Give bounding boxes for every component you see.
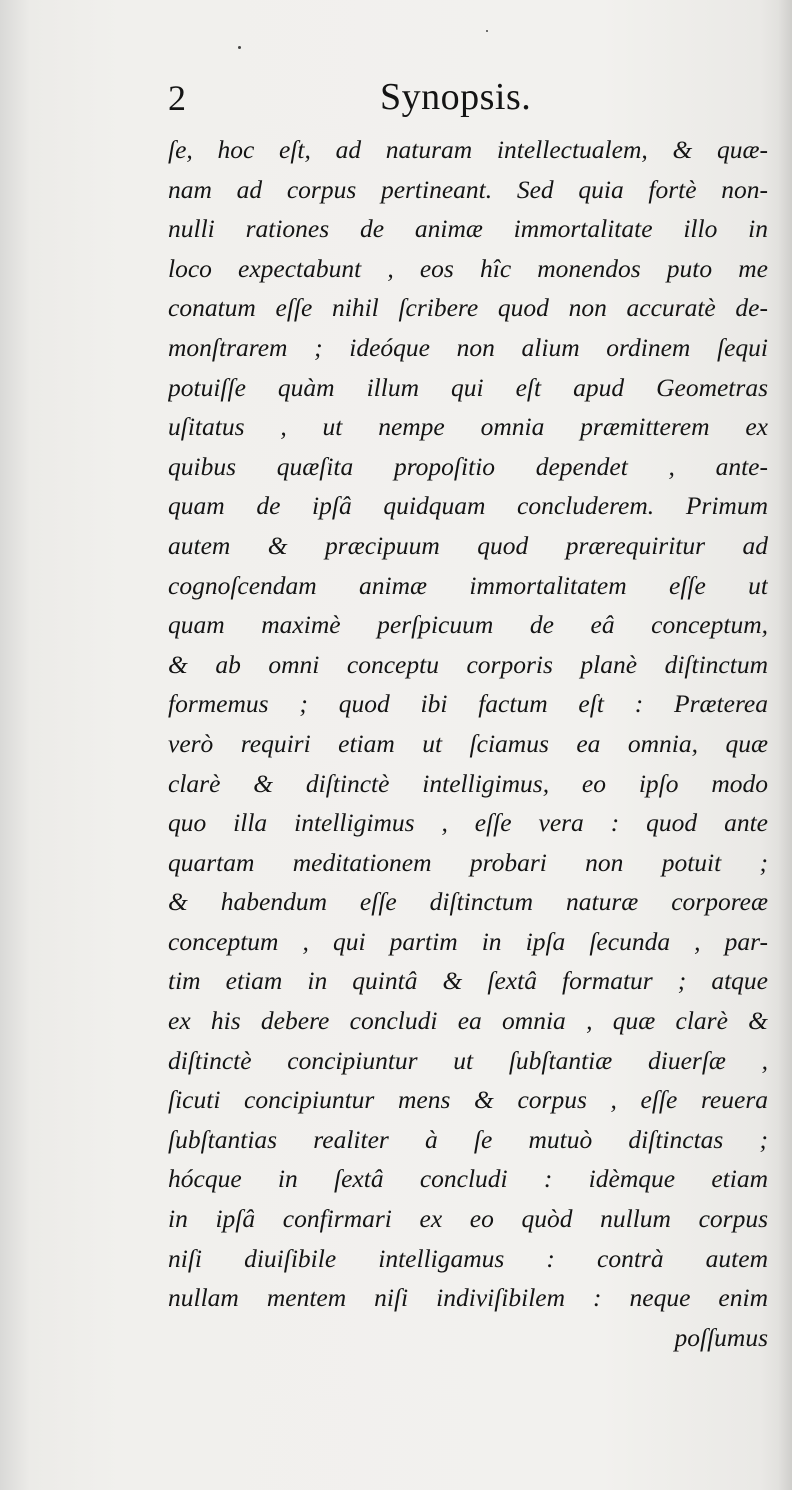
catchword: poſſumus <box>674 1322 768 1352</box>
text-line: conatum eſſe nihil ſcribere quod non accuratè de- <box>168 293 768 323</box>
text-line: nulli rationes de animæ immortalitate illo in <box>168 214 768 244</box>
text-line: potuiſſe quàm illum qui eſt apud Geometras <box>168 372 768 402</box>
text-line: ex his debere concludi ea omnia , quæ clarè & <box>168 1006 768 1036</box>
text-line: uſitatus , ut nempe omnia præmitterem ex <box>168 412 768 442</box>
text-line: clarè & diſtinctè intelligimus, eo ipſo modo <box>168 768 768 798</box>
page-title: Synopsis. <box>380 76 532 118</box>
text-line: conceptum , qui partim in ipſa ſecunda , par- <box>168 926 768 956</box>
text-line: nullam mentem niſi indiviſibilem : neque enim <box>168 1283 768 1313</box>
text-line: tim etiam in quintâ & ſextâ formatur ; atque <box>168 966 768 996</box>
text-line: ſubſtantias realiter à ſe mutuò diſtinctas ; <box>168 1124 768 1154</box>
text-line: & habendum eſſe diſtinctum naturæ corporeæ <box>168 887 768 917</box>
text-line: quam de ipſâ quidquam concluderem. Primum <box>168 491 768 521</box>
page-gutter-shadow <box>778 0 792 1490</box>
paper-speck <box>486 30 488 32</box>
text-line: quibus quæſita propoſitio dependet , ante- <box>168 451 768 481</box>
page-number: 2 <box>168 78 186 118</box>
book-page <box>168 74 768 1374</box>
text-line: quam maximè perſpicuum de eâ conceptum, <box>168 610 768 640</box>
paper-speck <box>238 46 241 49</box>
text-line: niſi diuiſibile intelligamus : contrà autem <box>168 1243 768 1273</box>
text-line: autem & præcipuum quod prærequiritur ad <box>168 530 768 560</box>
text-line: formemus ; quod ibi factum eſt : Præterea <box>168 689 768 719</box>
text-line: & ab omni conceptu corporis planè diſtinctum <box>168 649 768 679</box>
text-line: verò requiri etiam ut ſciamus ea omnia, quæ <box>168 728 768 758</box>
text-line: ſe, hoc eſt, ad naturam intellectualem, & quæ- <box>168 135 768 164</box>
text-line: nam ad corpus pertineant. Sed quia fortè non- <box>168 174 768 204</box>
text-line: hócque in ſextâ concludi : idèmque etiam <box>168 1164 768 1194</box>
text-line: in ipſâ confirmari ex eo quòd nullum corpus <box>168 1204 768 1234</box>
text-line: cognoſcendam animæ immortalitatem eſſe ut <box>168 570 768 600</box>
text-line: quo illa intelligimus , eſſe vera : quod ante <box>168 808 768 838</box>
text-line: quartam meditationem probari non potuit ; <box>168 847 768 877</box>
text-line: ſicuti concipiuntur mens & corpus , eſſe reuera <box>168 1085 768 1115</box>
body-text <box>168 130 768 1357</box>
text-line: diſtinctè concipiuntur ut ſubſtantiæ diuerſæ , <box>168 1045 768 1075</box>
text-line: monſtrarem ; ideóque non alium ordinem ſequi <box>168 332 768 362</box>
text-line: loco expectabunt , eos hîc monendos puto me <box>168 253 768 283</box>
running-head <box>168 74 768 132</box>
